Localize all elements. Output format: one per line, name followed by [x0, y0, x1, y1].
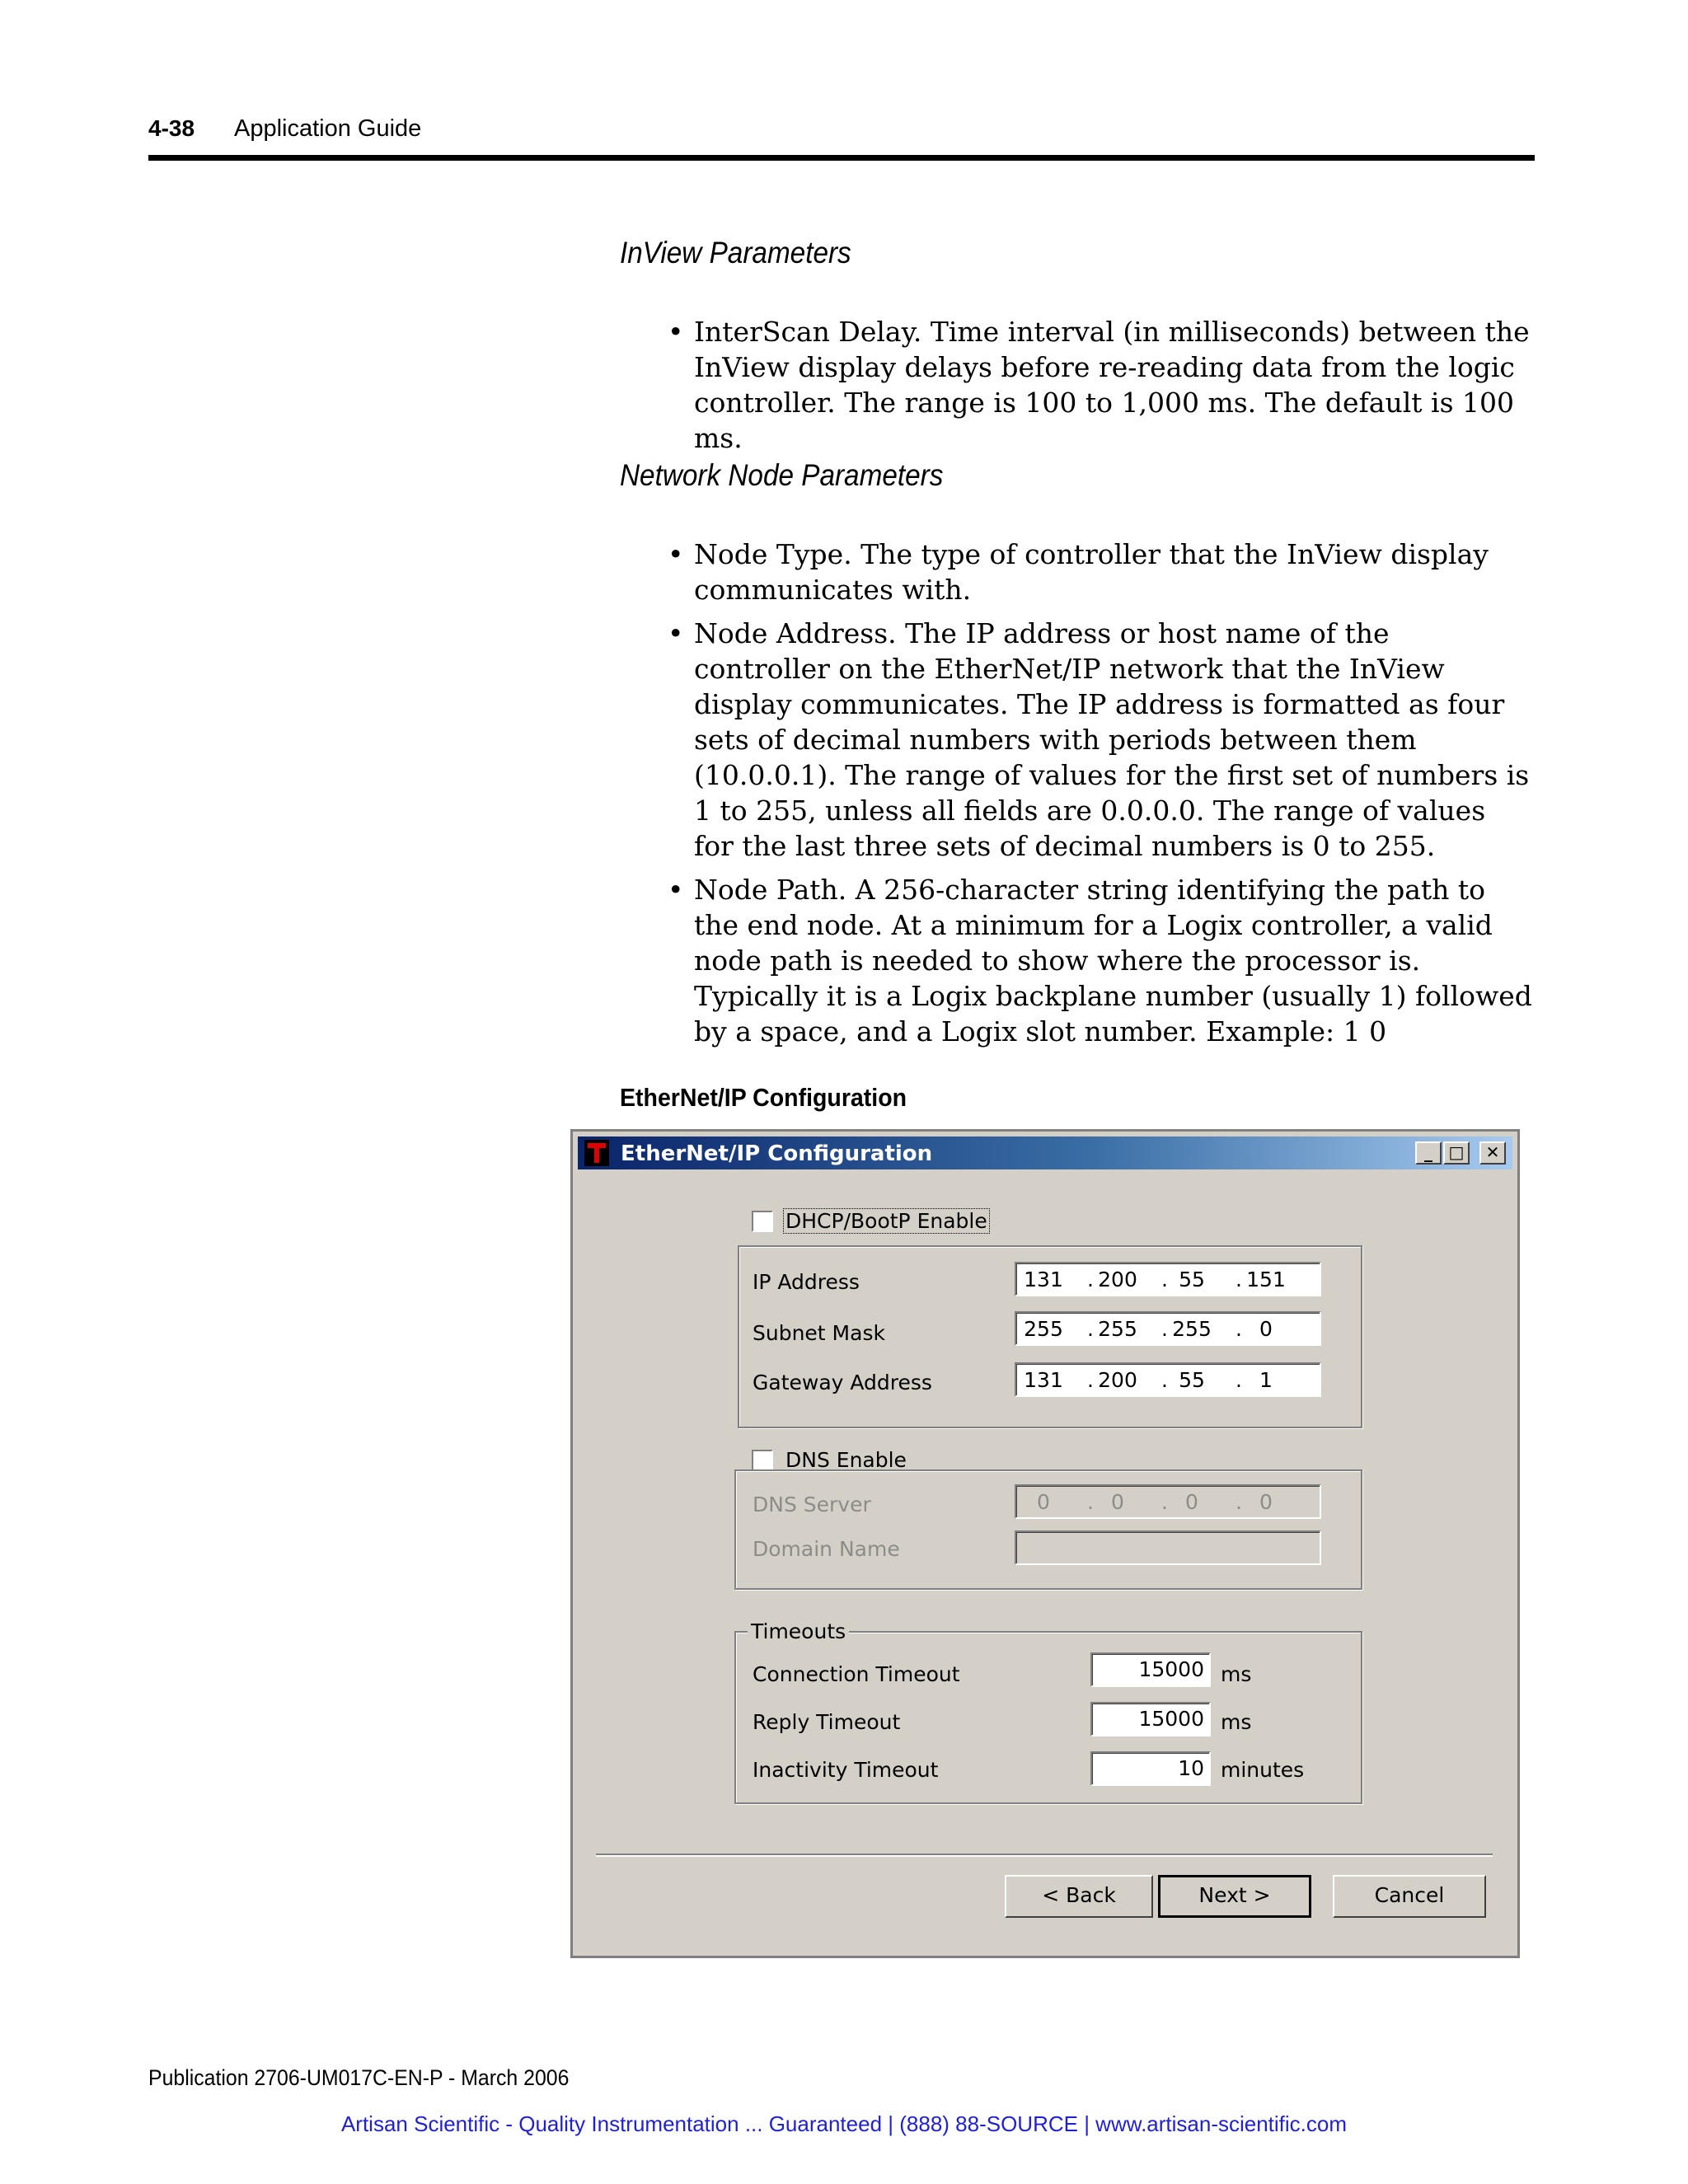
cancel-button[interactable]: Cancel: [1333, 1875, 1486, 1918]
running-title: Application Guide: [234, 115, 422, 142]
dhcp-bootp-checkbox[interactable]: [752, 1211, 773, 1232]
gateway-octet-4: 1: [1259, 1368, 1273, 1392]
app-icon: [584, 1140, 609, 1166]
reply-timeout-label: Reply Timeout: [753, 1710, 901, 1734]
connection-timeout-input[interactable]: 15000: [1090, 1652, 1211, 1687]
ip-address-label: IP Address: [753, 1270, 860, 1294]
figure-caption: EtherNet/IP Configuration: [620, 1083, 907, 1112]
ip-dot: .: [1087, 1317, 1094, 1341]
dns-octet-2: 0: [1111, 1490, 1124, 1514]
inactivity-timeout-unit: minutes: [1221, 1758, 1305, 1782]
dialog-title-bar[interactable]: [578, 1137, 1512, 1169]
ethernet-ip-configuration-dialog: [570, 1129, 1520, 1958]
ip-dot: .: [1236, 1490, 1242, 1514]
header-rule: [148, 155, 1535, 161]
reply-timeout-input[interactable]: 15000: [1090, 1702, 1211, 1736]
subnet-octet-2: 255: [1098, 1317, 1137, 1341]
subnet-octet-3: 255: [1172, 1317, 1212, 1341]
ip-octet-1: 131: [1024, 1268, 1063, 1291]
back-button[interactable]: < Back: [1005, 1875, 1153, 1918]
minimize-button[interactable]: _: [1415, 1141, 1442, 1165]
gateway-octet-3: 55: [1179, 1368, 1205, 1392]
gateway-address-label: Gateway Address: [753, 1371, 932, 1394]
ip-dot: .: [1161, 1317, 1168, 1341]
subnet-octet-4: 0: [1259, 1317, 1273, 1341]
ip-address-field[interactable]: [1015, 1262, 1321, 1296]
dns-server-field[interactable]: [1015, 1484, 1321, 1519]
subnet-mask-label: Subnet Mask: [753, 1321, 885, 1345]
dns-enable-label[interactable]: DNS Enable: [785, 1448, 907, 1472]
page-number: 4-38: [148, 115, 195, 141]
dns-octet-3: 0: [1185, 1490, 1198, 1514]
timeouts-legend: Timeouts: [748, 1619, 849, 1643]
gateway-address-field[interactable]: [1015, 1362, 1321, 1397]
ip-dot: .: [1161, 1268, 1168, 1291]
ip-octet-2: 200: [1098, 1268, 1137, 1291]
ip-dot: .: [1236, 1317, 1242, 1341]
ip-dot: .: [1236, 1368, 1242, 1392]
domain-name-label: Domain Name: [753, 1537, 900, 1561]
subnet-mask-field[interactable]: [1015, 1311, 1321, 1346]
maximize-button[interactable]: □: [1443, 1141, 1470, 1165]
ip-dot: .: [1161, 1490, 1168, 1514]
ip-dot: .: [1161, 1368, 1168, 1392]
dialog-title: EtherNet/IP Configuration: [621, 1141, 933, 1166]
bullet-node-address: • Node Address. The IP address or host name of the controller on the EtherNet/IP network that the InView display communicates. The IP address is formatted as four sets of decimal numbers with periods between them (10.0.0.1). The range of values for the first set of numbers is 1 to 255, unless all fields are 0.0.0.0. The range of values for the last three sets of decimal numbers is 0 to 255.: [668, 616, 1533, 864]
ip-dot: .: [1087, 1268, 1094, 1291]
ip-dot: .: [1087, 1490, 1094, 1514]
dns-octet-1: 0: [1037, 1490, 1050, 1514]
dns-octet-4: 0: [1259, 1490, 1273, 1514]
publication-info: Publication 2706-UM017C-EN-P - March 2006: [148, 2065, 570, 2090]
dns-server-label: DNS Server: [753, 1493, 871, 1516]
domain-name-field[interactable]: [1015, 1530, 1321, 1565]
inview-parameters-heading: InView Parameters: [620, 236, 851, 269]
ip-octet-3: 55: [1179, 1268, 1205, 1291]
bullet-node-type: • Node Type. The type of controller that the InView display communicates with.: [668, 537, 1533, 607]
inactivity-timeout-label: Inactivity Timeout: [753, 1758, 939, 1782]
reply-timeout-unit: ms: [1221, 1710, 1252, 1734]
connection-timeout-unit: ms: [1221, 1662, 1252, 1686]
inview-bullet-list: [668, 314, 1533, 464]
inactivity-timeout-input[interactable]: 10: [1090, 1751, 1211, 1786]
ip-dot: .: [1236, 1268, 1242, 1291]
gateway-octet-2: 200: [1098, 1368, 1137, 1392]
bullet-interscan-delay: • InterScan Delay. Time interval (in milliseconds) between the InView display delays before re-reading data from the logic controller. The range is 100 to 1,000 ms. The default is 100 ms.: [668, 314, 1533, 456]
next-button[interactable]: Next >: [1158, 1875, 1311, 1918]
subnet-octet-1: 255: [1024, 1317, 1063, 1341]
gateway-octet-1: 131: [1024, 1368, 1063, 1392]
dns-enable-checkbox[interactable]: [752, 1450, 773, 1471]
close-button[interactable]: ✕: [1479, 1141, 1506, 1165]
footer-link[interactable]: Artisan Scientific - Quality Instrumentation ... Guaranteed | (888) 88-SOURCE | www.artisan-scientific.com: [340, 2111, 1348, 2136]
bullet-node-path: • Node Path. A 256-character string identifying the path to the end node. At a minimum for a Logix controller, a valid node path is needed to show where the processor is. Typically it is a Logix backplane number (usually 1) followed by a space, and a Logix slot number. Example: 1 0: [668, 872, 1533, 1049]
connection-timeout-label: Connection Timeout: [753, 1662, 960, 1686]
button-separator: [596, 1854, 1493, 1857]
network-bullet-list: [668, 537, 1533, 1057]
ip-dot: .: [1087, 1368, 1094, 1392]
network-node-parameters-heading: Network Node Parameters: [620, 458, 944, 492]
ip-octet-4: 151: [1246, 1268, 1286, 1291]
dhcp-bootp-label[interactable]: DHCP/BootP Enable: [785, 1209, 987, 1233]
